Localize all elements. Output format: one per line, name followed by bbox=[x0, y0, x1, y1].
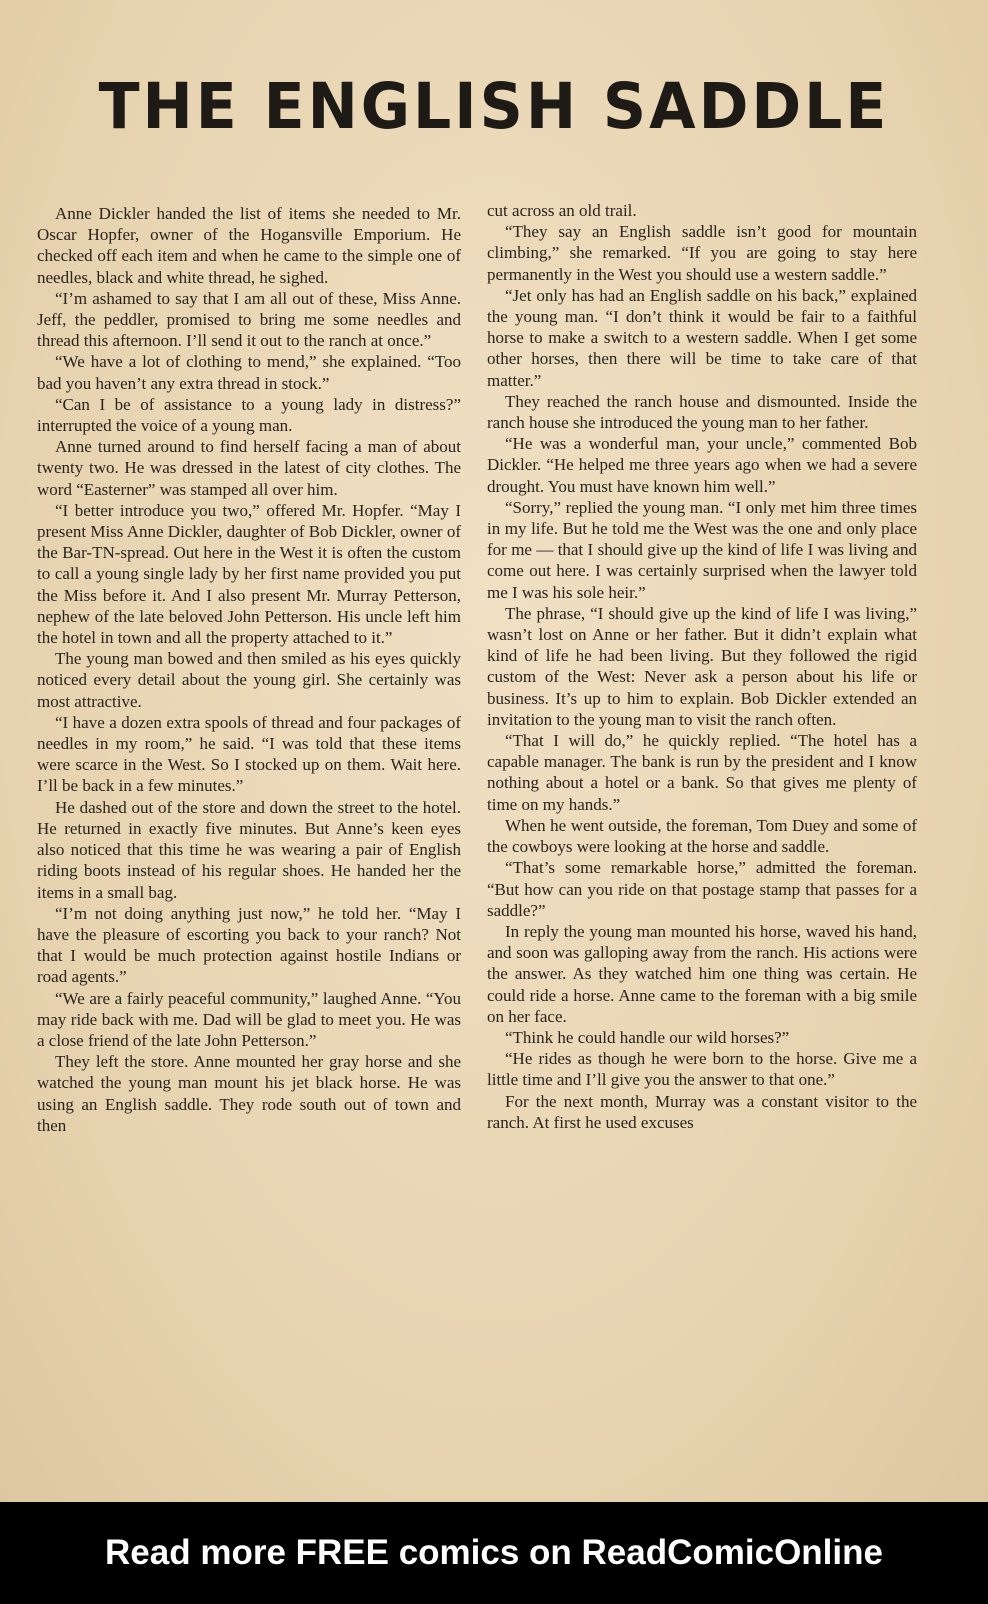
paragraph: The young man bowed and then smiled as his eyes quickly noticed every detail about the young girl. She certainly was most attractive. bbox=[37, 649, 461, 711]
paragraph: The phrase, “I should give up the kind of life I was living,” wasn’t lost on Anne or her father. But it didn’t explain what kind of life he had been living. But they followed the rigid custom of the West: Never ask a person about his life or business. It’s up to him to explain. Bob Dickler extended an invitation to the young man to visit the ranch often. bbox=[487, 603, 917, 729]
paragraph: For the next month, Murray was a constant visitor to the ranch. At first he used excuses bbox=[487, 1091, 917, 1132]
paragraph: In reply the young man mounted his horse, waved his hand, and soon was galloping away from the ranch. His actions were the answer. As they watched him one thing was certain. He could ride a horse. Anne came to the foreman with a big smile on her face. bbox=[487, 921, 917, 1026]
paragraph: “Jet only has had an English saddle on his back,” explained the young man. “I don’t think it would be fair to a faithful horse to make a switch to a western saddle. When I get some other horses, then there will be time to take care of that matter.” bbox=[487, 285, 917, 390]
left-column bbox=[37, 203, 461, 1136]
paragraph: “We have a lot of clothing to mend,” she explained. “Too bad you haven’t any extra thread in stock.” bbox=[37, 352, 461, 393]
paragraph: “He rides as though he were born to the horse. Give me a little time and I’ll give you the answer to that one.” bbox=[487, 1049, 917, 1090]
paragraph: “He was a wonderful man, your uncle,” commented Bob Dickler. “He helped me three years ago when we had a severe drought. You must have known him well.” bbox=[487, 434, 917, 496]
story-title: THE ENGLISH SADDLE bbox=[98, 70, 890, 144]
paragraph: They left the store. Anne mounted her gray horse and she watched the young man mount his jet black horse. He was using an English saddle. They rode south out of town and then bbox=[37, 1052, 461, 1135]
paragraph: When he went outside, the foreman, Tom Duey and some of the cowboys were looking at the horse and saddle. bbox=[487, 815, 917, 857]
paragraph: “I better introduce you two,” offered Mr. Hopfer. “May I present Miss Anne Dickler, daughter of Bob Dickler, owner of the Bar-TN-spread. Out here in the West it is often the custom to call a young single lady by her first name provided you put the Miss before it. And I also present Mr. Murray Petterson, nephew of the late beloved John Petterson. His uncle left him the hotel in town and all the property attached to it.” bbox=[37, 500, 462, 648]
paragraph: “Can I be of assistance to a young lady in distress?” interrupted the voice of a young man. bbox=[37, 394, 461, 436]
paragraph: “Sorry,” replied the young man. “I only met him three times in my life. But he told me the West was the one and only place for me — that I should give up the kind of life I was living and come out here. I was certainly surprised when the lawyer told me I was his sole heir.” bbox=[487, 497, 917, 602]
footer-banner[interactable]: Read more FREE comics on ReadComicOnline bbox=[0, 1502, 988, 1604]
paragraph: “They say an English saddle isn’t good for mountain climbing,” she remarked. “If you are going to stay here permanently in the West you should use a western saddle.” bbox=[487, 222, 917, 284]
paragraph: “I have a dozen extra spools of thread and four packages of needles in my room,” he said. “I was told that these items were scarce in the West. So I stocked up on them. Wait here. I’ll be back in a few minutes.” bbox=[37, 712, 461, 796]
paragraph: Anne turned around to find herself facing a man of about twenty two. He was dressed in the latest of city clothes. The word “Easterner” was stamped all over him. bbox=[37, 437, 461, 499]
paragraph: He dashed out of the store and down the street to the hotel. He returned in exactly five minutes. But Anne’s keen eyes also noticed that this time he was wearing a pair of English riding boots instead of his regular shoes. He handed her the items in a small bag. bbox=[37, 797, 461, 902]
paragraph: “I’m ashamed to say that I am all out of these, Miss Anne. Jeff, the peddler, promised to bring me some needles and thread this afternoon. I’ll send it out to the ranch at once.” bbox=[37, 288, 461, 351]
paragraph-continuation: cut across an old trail. bbox=[487, 201, 637, 220]
paragraph: “I’m not doing anything just now,” he told her. “May I have the pleasure of escorting you back to your ranch? Not that I would be much protection against hostile Indians or road agents.” bbox=[37, 903, 461, 987]
paragraph: “We are a fairly peaceful community,” laughed Anne. “You may ride back with me. Dad will be glad to meet you. He was a close friend of the late John Petterson.” bbox=[37, 988, 461, 1050]
paragraph: They reached the ranch house and dismounted. Inside the ranch house she introduced the young man to her father. bbox=[487, 391, 917, 433]
paragraph: “That I will do,” he quickly replied. “The hotel has a capable manager. The bank is run by the president and I know nothing about a hotel or a bank. So that gives me plenty of time on my hands.” bbox=[487, 731, 917, 814]
paragraph: “Think he could handle our wild horses?” bbox=[505, 1027, 790, 1047]
right-column bbox=[487, 200, 917, 1133]
paragraph: Anne Dickler handed the list of items she needed to Mr. Oscar Hopfer, owner of the Hogansville Emporium. He checked off each item and when he came to the simple one of needles, black and white thread, he sighed. bbox=[37, 204, 461, 287]
paragraph: “That’s some remarkable horse,” admitted the foreman. “But how can you ride on that postage stamp that passes for a saddle?” bbox=[487, 858, 917, 920]
